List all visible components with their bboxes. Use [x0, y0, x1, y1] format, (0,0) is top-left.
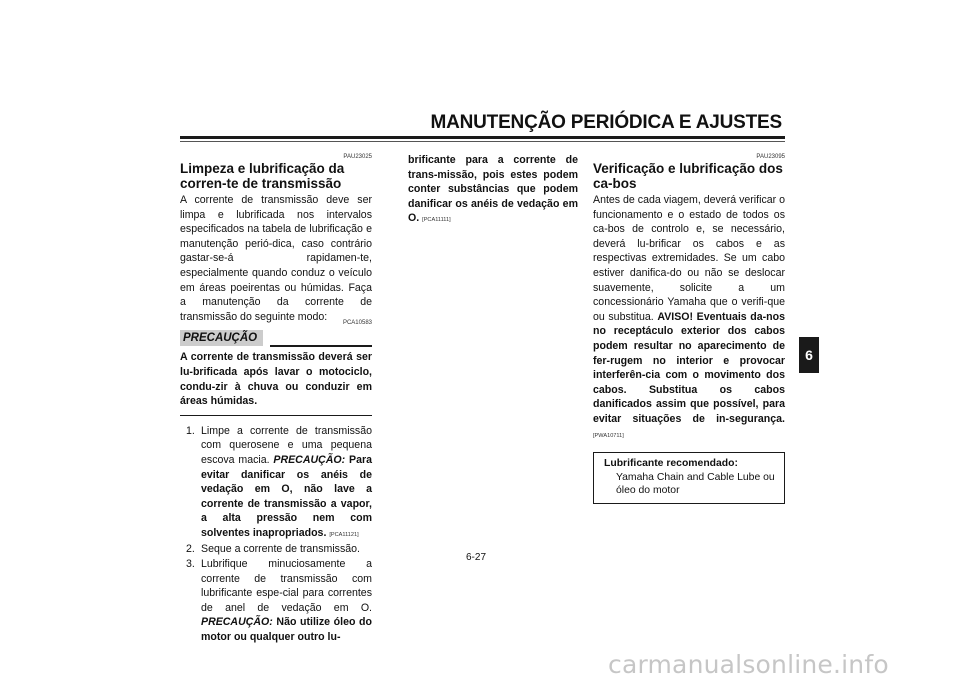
page-header-title: MANUTENÇÃO PERIÓDICA E AJUSTES [430, 112, 782, 133]
column-1 [180, 153, 372, 645]
column-3 [593, 153, 785, 504]
steps-list [180, 424, 372, 645]
caution-rule [270, 345, 372, 347]
list-item: 2. Seque a corrente de transmissão. [186, 543, 360, 556]
lubricant-box [593, 452, 785, 504]
page-number: 6-27 [466, 552, 487, 563]
caution-text: A corrente de transmissão deverá ser lu-brificada após lavar o motociclo, condu-zir à chuva ou conduzir em áreas húmidas. [180, 351, 372, 408]
intro-paragraph: A corrente de transmissão deve ser limpa e lubrificada nos intervalos especificados na tabela de lubrificação e manutenção perió-dica, caso contrário gastar-se-á rapidamen-te, especialmente quando conduz o veículo em áreas poeirentas ou húmidas. Faça a manutenção da corrente de transmissão do seguinte modo: [180, 194, 372, 323]
cables-paragraph: Antes de cada viagem, deverá verificar o funcionamento e o estado de todos os ca-bos de controlo e, se necessário, deverá lu-brificar os cabos e as respectivas extremidades. Se um cabo estiver danifica-do ou não se deslocar suavemente, solicite a um concessionário Yamaha que o verifi-que ou substitua. AVISO! Eventuais da-nos no receptáculo exterior dos cabos podem resultar no aparecimento de fer-rugem no interior e provocar interferên-cia com o movimento dos cabos. Substitua os cabos danificados assim que possível, para evitar situações de in-segurança. [PWA10711] [593, 194, 785, 439]
continued-caution: brificante para a corrente de trans-missão, pois estes podem conter substâncias que podem danificar os anéis de vedação em O. [PCA11111] [408, 154, 578, 225]
lubricant-value: Yamaha Chain and Cable Lube ou óleo do motor [616, 471, 775, 496]
watermark: carmanualsonline.info [608, 650, 889, 679]
section-code: PAU23095 [756, 154, 785, 160]
caution-banner [180, 320, 372, 347]
column-2 [408, 153, 578, 228]
chapter-tab: 6 [799, 337, 819, 373]
lubricant-title: Lubrificante recomendado: [604, 458, 738, 470]
list-item: 3. Lubrifique minuciosamente a corrente de transmissão com lubrificante espe-cial para correntes de anel de vedação em O. PRECAUÇÃO: Não utilize óleo do motor ou qualquer outro lu- [186, 558, 372, 644]
section-heading: Verificação e lubrificação dos ca-bos [593, 161, 783, 191]
section-code: PAU23025 [343, 154, 372, 160]
header-rule [180, 136, 785, 139]
caution-end-rule [180, 415, 372, 416]
list-item: 1. Limpe a corrente de transmissão com querosene e uma pequena escova macia. PRECAUÇÃO: Para evitar danificar os anéis de vedação em O, não lave a corrente de transmissão a vapor, a alta pressão nem com solventes inapropriados. [PCA11121] [186, 424, 372, 539]
caution-label: PRECAUÇÃO [180, 330, 263, 346]
section-heading: Limpeza e lubrificação da corren-te de transmissão [180, 161, 345, 191]
caution-code: PCA10583 [342, 320, 372, 327]
header-rule-thin [180, 141, 785, 142]
